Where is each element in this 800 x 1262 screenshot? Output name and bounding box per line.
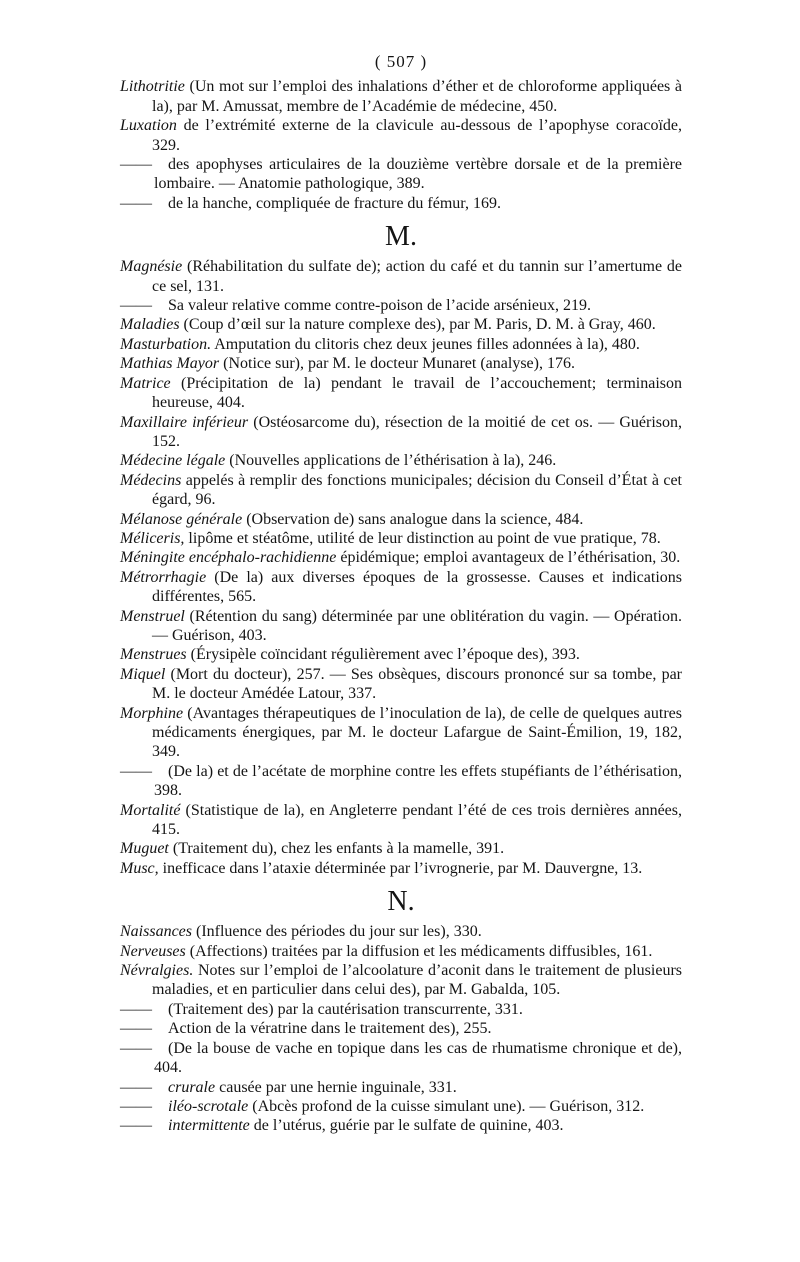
entry-text: lipôme et stéatôme, utilité de leur distinction au point de vue pratique, 78. bbox=[188, 529, 661, 547]
index-entry bbox=[120, 77, 682, 116]
index-content bbox=[120, 77, 682, 1135]
index-entry bbox=[120, 922, 682, 941]
ditto-dash: —— bbox=[120, 1078, 152, 1096]
entry-text: (Nouvelles applications de l’éthérisation à la), 246. bbox=[229, 452, 557, 470]
entry-headword: Naissances bbox=[120, 923, 192, 941]
entry-text: (Statistique de la), en Angleterre pendant l’été de ces trois dernières années, 415. bbox=[152, 801, 682, 839]
index-entry bbox=[120, 374, 682, 413]
entry-text: (De la bouse de vache en topique dans les cas de rhumatisme chronique et de), 404. bbox=[154, 1039, 682, 1077]
entry-headword: Nerveuses bbox=[120, 942, 186, 960]
entry-text: (De la) aux diverses époques de la grossesse. Causes et indications différentes, 565. bbox=[152, 568, 682, 606]
entry-headword: Mortalité bbox=[120, 801, 181, 819]
entry-text: Notes sur l’emploi de l’alcoolature d’aconit dans le traitement de plusieurs maladies, et en particulier dans celui des), par M. Gabalda, 105. bbox=[152, 962, 683, 999]
index-entry bbox=[120, 257, 682, 296]
entry-text: de l’extrémité externe de la clavicule au-dessous de l’apophyse coracoïde, 329. bbox=[152, 117, 683, 154]
entry-text: Amputation du clitoris chez deux jeunes filles adonnées à la), 480. bbox=[214, 335, 640, 353]
index-entry bbox=[120, 116, 682, 155]
index-subentry bbox=[120, 1039, 682, 1078]
entry-text: (Un mot sur l’emploi des inhalations d’éther et de chloroforme appliquées à la), par M. Amussat, membre de l’Académie de médecine, 450. bbox=[152, 78, 682, 115]
index-entry bbox=[120, 413, 682, 452]
entry-text: (Réhabilitation du sulfate de); action du café et du tannin sur l’amertume de ce sel, 131. bbox=[152, 258, 683, 295]
index-entry bbox=[120, 529, 682, 548]
entry-text: (Abcès profond de la cuisse simulant une). — Guérison, 312. bbox=[252, 1097, 645, 1115]
ditto-dash: —— bbox=[120, 1097, 152, 1115]
index-subentry bbox=[120, 194, 682, 213]
entry-headword: Médecins bbox=[120, 471, 182, 489]
index-subentry bbox=[120, 1116, 682, 1135]
entry-text: (De la) et de l’acétate de morphine contre les effets stupéfiants de l’éthérisation, 398. bbox=[154, 762, 682, 800]
entry-headword: Menstruel bbox=[120, 607, 185, 625]
entry-text: épidémique; emploi avantageux de l’éthérisation, 30. bbox=[340, 549, 681, 567]
entry-text: de l’utérus, guérie par le sulfate de quinine, 403. bbox=[253, 1117, 564, 1135]
index-entry bbox=[120, 801, 682, 840]
entry-text: inefficace dans l’ataxie déterminée par l’ivrognerie, par M. Dauvergne, 13. bbox=[162, 859, 643, 877]
entry-text: (Affections) traitées par la diffusion et les médicaments diffusibles, 161. bbox=[189, 942, 653, 960]
entry-headword: Médecine légale bbox=[120, 452, 226, 470]
entry-headword: Morphine bbox=[120, 704, 184, 722]
entry-headword: Maladies bbox=[120, 316, 180, 334]
entry-headword: Névralgies. bbox=[120, 962, 194, 980]
entry-headword: Maxillaire inférieur bbox=[120, 413, 249, 431]
section-letter: M. bbox=[385, 221, 417, 253]
index-page bbox=[120, 52, 682, 1136]
index-entry bbox=[120, 839, 682, 858]
ditto-dash: —— bbox=[120, 1020, 152, 1038]
entry-text: (Traitement du), chez les enfants à la mamelle, 391. bbox=[172, 840, 505, 858]
index-entry bbox=[120, 961, 682, 1000]
entry-text: (Mort du docteur), 257. — Ses obsèques, discours prononcé sur sa tombe, par M. le docteur Amédée Latour, 337. bbox=[152, 665, 682, 703]
entry-text: (Observation de) sans analogue dans la science, 484. bbox=[246, 510, 584, 528]
ditto-dash: —— bbox=[120, 1039, 152, 1057]
index-entry bbox=[120, 942, 682, 961]
entry-text: (Précipitation de la) pendant le travail de l’accouchement; terminaison heureuse, 404. bbox=[152, 374, 683, 412]
index-entry bbox=[120, 548, 682, 567]
index-entry bbox=[120, 607, 682, 646]
entry-headword: crurale bbox=[168, 1078, 216, 1096]
index-entry bbox=[120, 568, 682, 607]
entry-text: (Notice sur), par M. le docteur Munaret (analyse), 176. bbox=[223, 355, 575, 373]
index-entry bbox=[120, 859, 682, 878]
entry-text: de la hanche, compliquée de fracture du fémur, 169. bbox=[168, 194, 501, 212]
entry-headword: Menstrues bbox=[120, 646, 187, 664]
entry-text: (Influence des périodes du jour sur les), 330. bbox=[196, 923, 482, 941]
index-entry bbox=[120, 471, 682, 510]
entry-headword: Métrorrhagie bbox=[120, 568, 207, 586]
index-entry bbox=[120, 315, 682, 334]
entry-headword: Matrice bbox=[120, 374, 171, 392]
entry-headword: Méningite encéphalo-rachidienne bbox=[120, 549, 337, 567]
index-entry bbox=[120, 704, 682, 762]
entry-headword: intermittente bbox=[168, 1117, 250, 1135]
ditto-dash: —— bbox=[120, 762, 152, 780]
entry-text: causée par une hernie inguinale, 331. bbox=[219, 1078, 457, 1096]
index-entry bbox=[120, 665, 682, 704]
entry-text: (Avantages thérapeutiques de l’inoculation de la), de celle de quelques autres médicaments énergiques, par M. le docteur Lafargue de Saint-Émilion, 19, 182, 349. bbox=[152, 704, 683, 761]
entry-text: (Érysipèle coïncidant régulièrement avec l’époque des), 393. bbox=[190, 646, 580, 664]
ditto-dash: —— bbox=[120, 156, 152, 174]
entry-headword: Méliceris, bbox=[120, 529, 185, 547]
entry-text: Sa valeur relative comme contre-poison de l’acide arsénieux, 219. bbox=[168, 297, 591, 315]
entry-text: (Coup d’œil sur la nature complexe des), par M. Paris, D. M. à Gray, 460. bbox=[183, 316, 656, 334]
ditto-dash: —— bbox=[120, 1117, 152, 1135]
entry-headword: iléo-scrotale bbox=[168, 1097, 249, 1115]
page-number: ( 507 ) bbox=[374, 52, 428, 71]
entry-text: Action de la vératrine dans le traitement des), 255. bbox=[168, 1020, 492, 1038]
ditto-dash: —— bbox=[120, 1000, 152, 1018]
entry-text: (Traitement des) par la cautérisation transcurrente, 331. bbox=[168, 1000, 523, 1018]
entry-headword: Miquel bbox=[120, 665, 166, 683]
index-subentry bbox=[120, 296, 682, 315]
index-subentry bbox=[120, 762, 682, 801]
index-subentry bbox=[120, 1097, 682, 1116]
index-entry bbox=[120, 451, 682, 470]
ditto-dash: —— bbox=[120, 297, 152, 315]
entry-text: appelés à remplir des fonctions municipales; décision du Conseil d’État à cet égard, 96. bbox=[152, 471, 683, 509]
entry-headword: Muguet bbox=[120, 840, 169, 858]
index-subentry bbox=[120, 1078, 682, 1097]
index-subentry bbox=[120, 1000, 682, 1019]
section-letter: N. bbox=[387, 886, 415, 918]
ditto-dash: —— bbox=[120, 194, 152, 212]
entry-text: des apophyses articulaires de la douzième vertèbre dorsale et de la première lombaire. — Anatomie pathologique, 389. bbox=[154, 156, 682, 193]
entry-headword: Lithotritie bbox=[120, 78, 185, 96]
entry-headword: Mélanose générale bbox=[120, 510, 243, 528]
entry-headword: Musc, bbox=[120, 859, 159, 877]
entry-headword: Masturbation. bbox=[120, 335, 212, 353]
index-entry bbox=[120, 645, 682, 664]
entry-headword: Magnésie bbox=[120, 258, 183, 276]
index-subentry bbox=[120, 155, 682, 194]
entry-text: (Rétention du sang) déterminée par une oblitération du vagin. — Opération. — Guérison, 403. bbox=[152, 607, 682, 644]
index-subentry bbox=[120, 1019, 682, 1038]
index-entry bbox=[120, 335, 682, 354]
entry-headword: Luxation bbox=[120, 117, 177, 135]
index-entry bbox=[120, 354, 682, 373]
entry-headword: Mathias Mayor bbox=[120, 355, 220, 373]
index-entry bbox=[120, 510, 682, 529]
entry-text: (Ostéosarcome du), résection de la moitié de cet os. — Guérison, 152. bbox=[152, 413, 683, 450]
